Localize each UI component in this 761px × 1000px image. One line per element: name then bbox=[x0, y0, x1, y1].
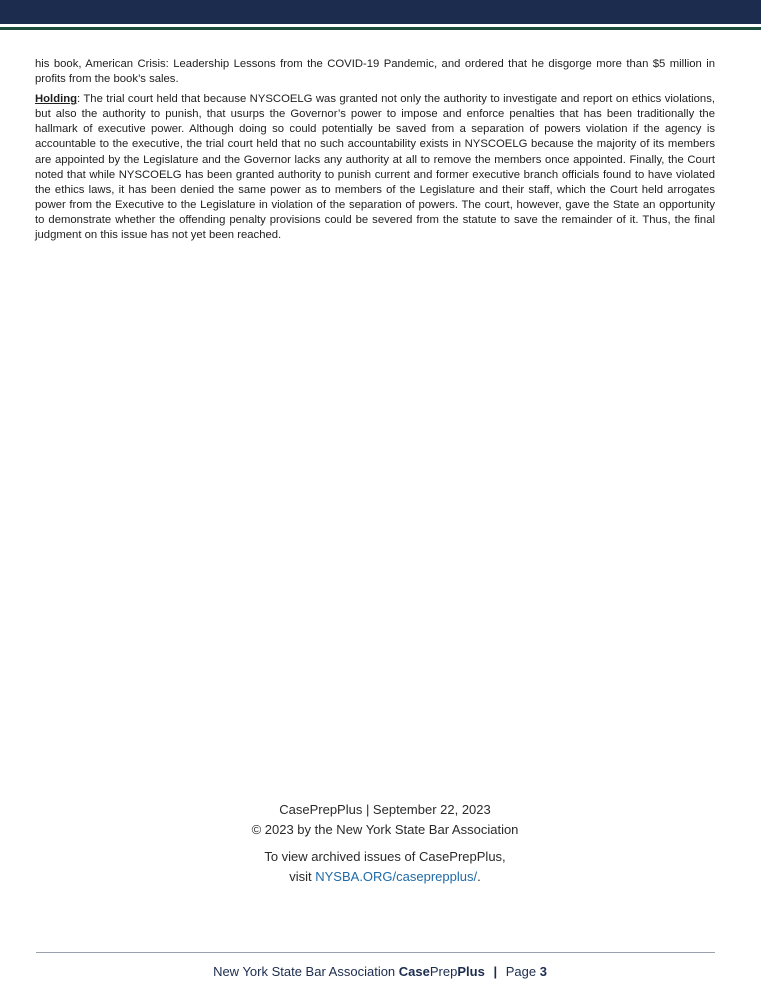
archive-line: To view archived issues of CasePrepPlus, bbox=[264, 849, 506, 864]
publication-footer bbox=[150, 800, 620, 887]
brand-prep: Prep bbox=[429, 964, 458, 979]
header-navy-bar bbox=[0, 0, 761, 24]
visit-line bbox=[150, 867, 620, 887]
footer-separator: | bbox=[493, 964, 498, 979]
header-green-rule bbox=[0, 27, 761, 30]
archive-link[interactable]: NYSBA.ORG/caseprepplus/ bbox=[315, 869, 478, 884]
intro-paragraph: his book, American Crisis: Leadership Lessons from the COVID-19 Pandemic, and ordered that he disgorge more than $5 million in profits from the book’s sales. bbox=[35, 58, 715, 86]
holding-text: : The trial court held that because NYSCOELG was granted not only the authority to investigate and report on ethics violations, but also the authority to punish, that usurps the Governor’s power to impose and enforce penalties that has been traditionally the hallmark of executive power. Although doing so could potentially be saved from a separation of powers violation if the agency is accountable to the executive, the trial court held that no such accountability exists in NYSCOELG because the majority of its members are appointed by the Legislature and the Governor lacks any authority at all to remove the members once appointed. Finally, the Court noted that while NYSCOELG has been granted authority to punish current and former executive branch officials found to have violated the ethics laws, it has been denied the same power as to members of the Legislature and their staff, which the Court held arrogates power from the Executive to the Legislature in violation of the separation of powers. The court, however, gave the State an opportunity to demonstrate whether the offending penalty provisions could be severed from the statute to save the remainder of it. Thus, the final judgment on this issue has not yet been reached. bbox=[35, 93, 715, 242]
footer-divider bbox=[36, 952, 715, 953]
publication-line: CasePrepPlus | September 22, 2023 bbox=[279, 802, 491, 817]
brand-case: Case bbox=[398, 964, 430, 979]
brand-plus: Plus bbox=[457, 964, 485, 979]
footer-brand bbox=[399, 964, 485, 979]
page-footer bbox=[180, 964, 580, 979]
page-number: 3 bbox=[539, 964, 547, 979]
visit-prefix: visit bbox=[289, 869, 316, 884]
holding-paragraph bbox=[35, 92, 715, 243]
visit-suffix: . bbox=[477, 869, 481, 884]
footer-org-name: New York State Bar Association bbox=[213, 964, 396, 979]
page-label: Page bbox=[505, 964, 537, 979]
copyright-line: © 2023 by the New York State Bar Association bbox=[251, 822, 519, 837]
body-text bbox=[35, 57, 715, 248]
holding-label: Holding bbox=[35, 93, 78, 106]
